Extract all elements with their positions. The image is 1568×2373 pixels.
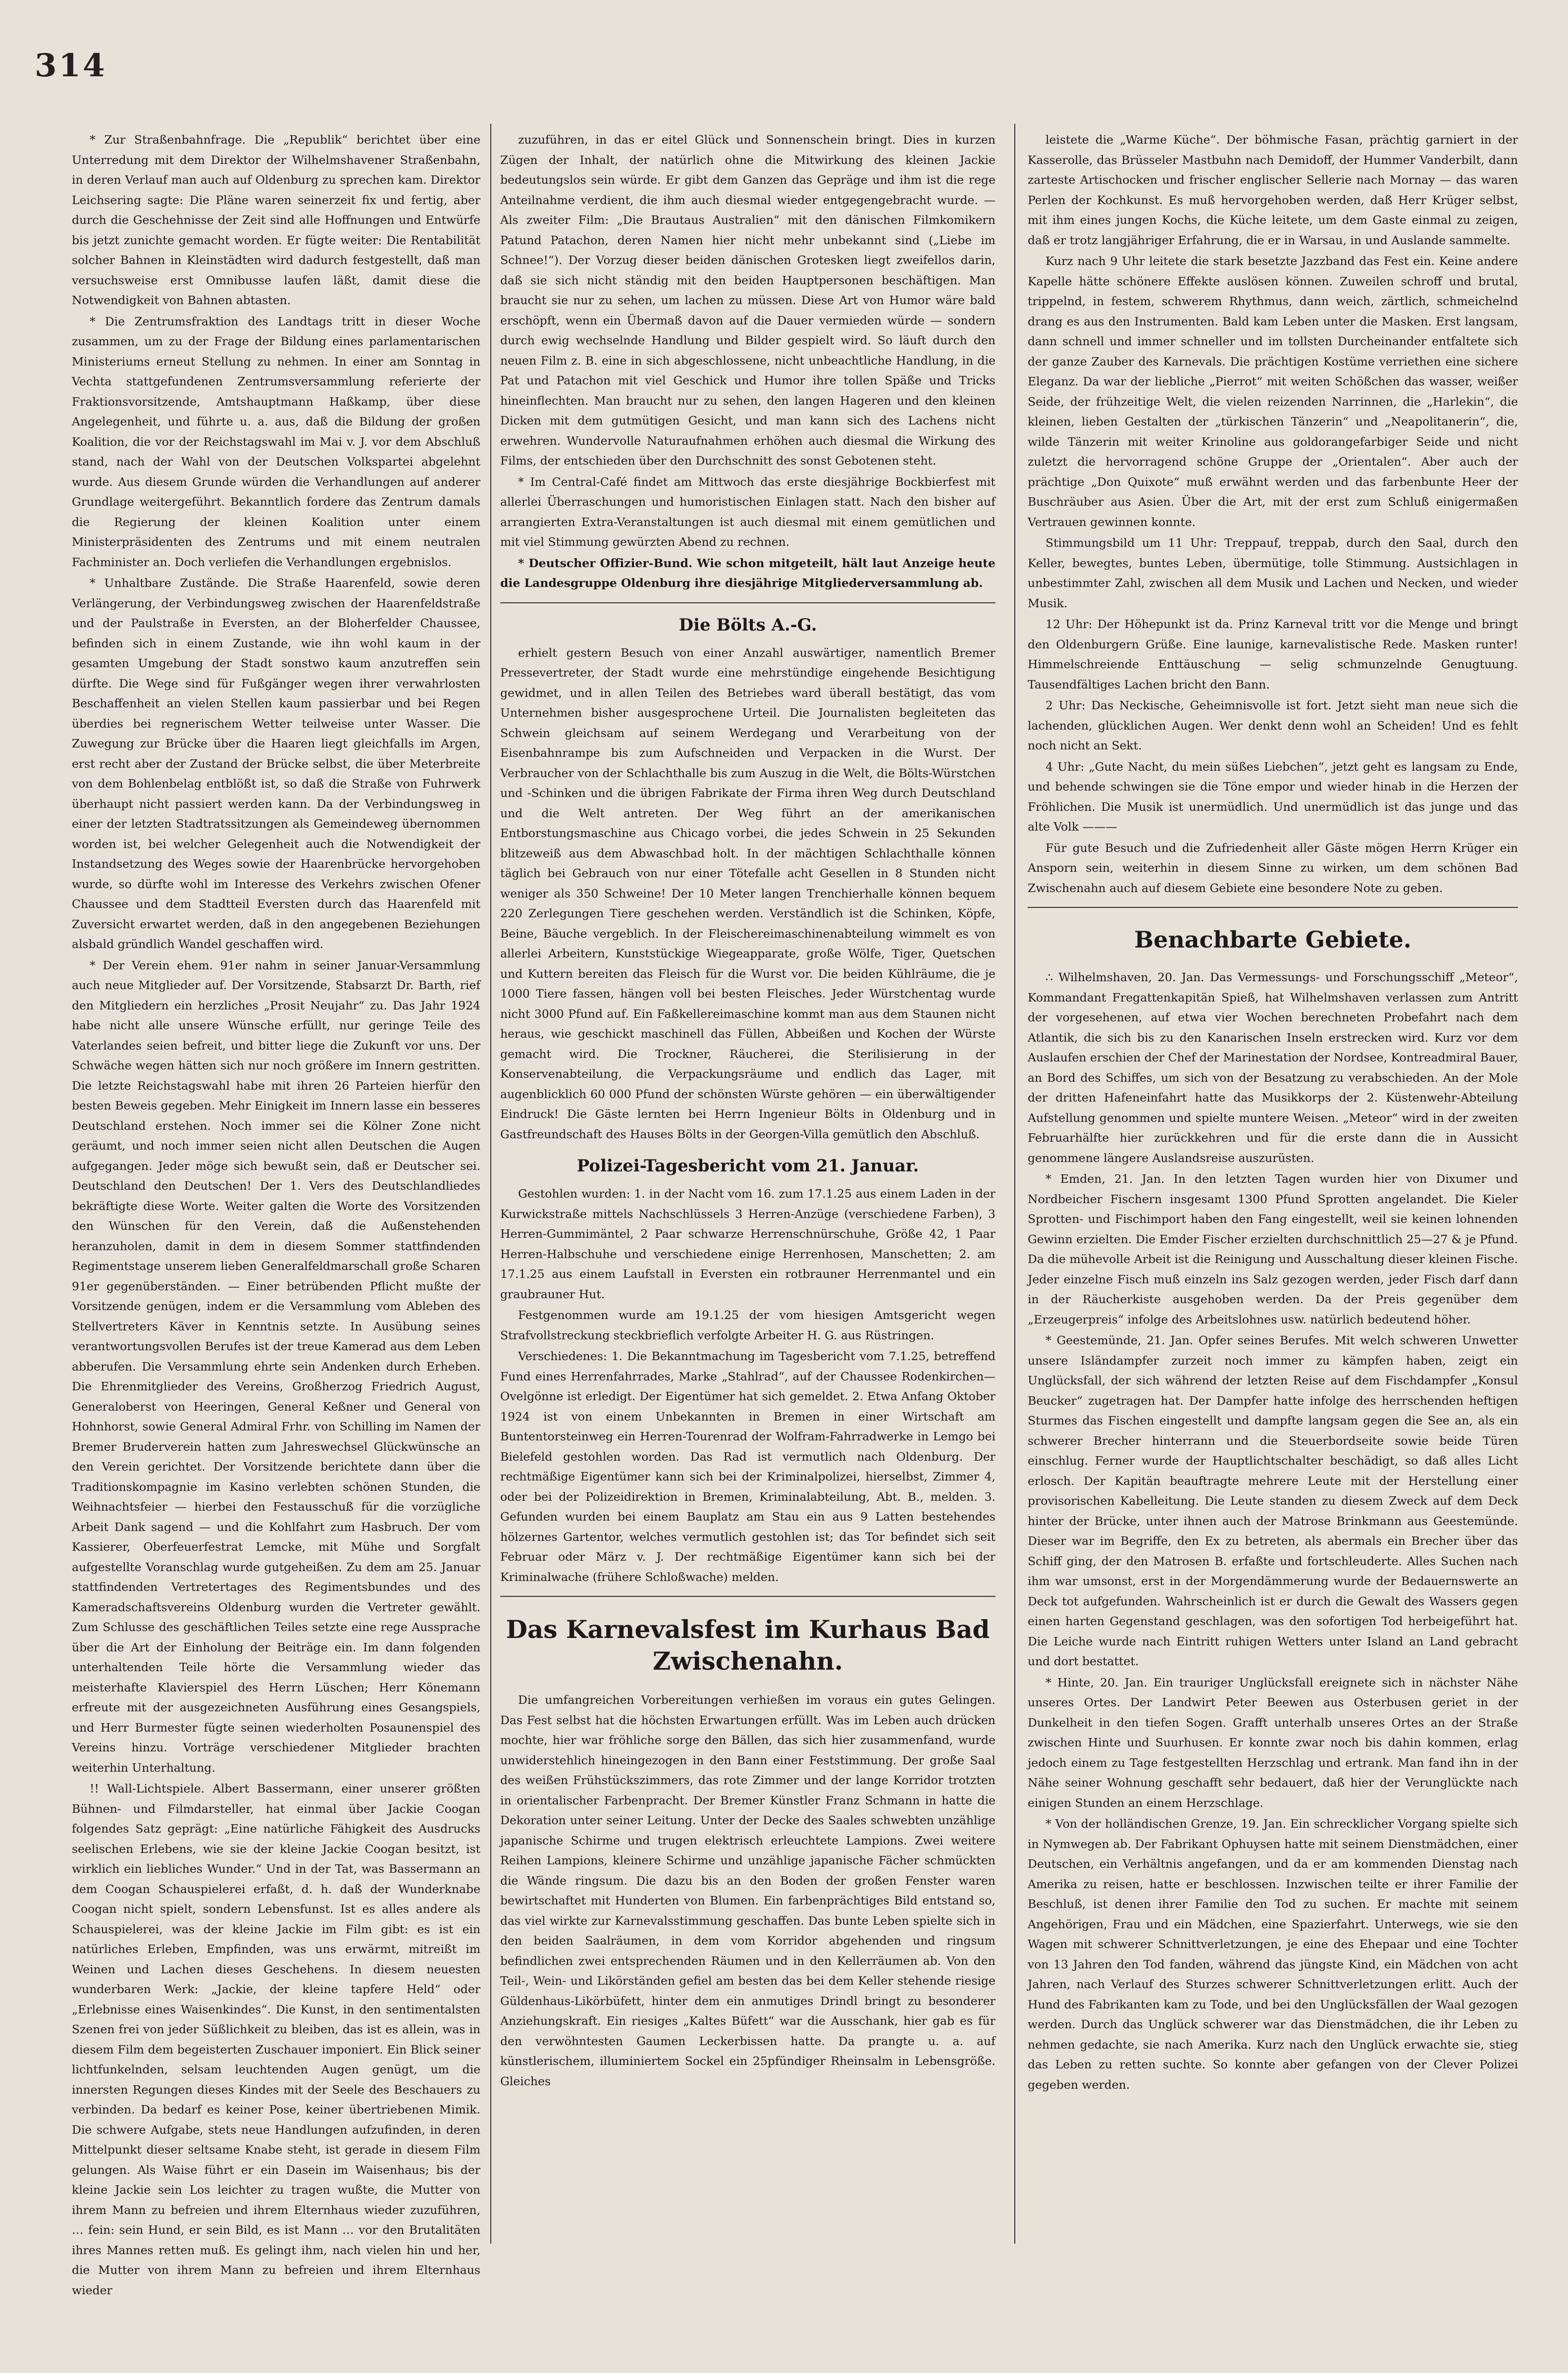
article-verein-91er: * Der Verein ehem. 91er nahm in seiner Januar-Versammlung auch neue Mitglieder auf. Der Vorsitzende, Stabsarzt Dr. Barth, rief den Mitgliedern ein herzliches „Prosit Neujahr“ zu. Das Jahr 1924 habe nicht alle unsere Wünsche erfüllt, nur geringe Teile des Vaterlandes seien befreit, und bitter liege die Zukunft vor uns. Der Schwäche wegen hätten sich nur noch größere im Innern gestritten. Die letzte Reichstagswahl habe mit ihren 26 Parteien hierfür den besten Beweis gegeben. Mehr Einigkeit im Innern lasse ein besseres Deutschland erstehen. Noch immer sei die Kölner Zone nicht geräumt, und noch immer seien nicht allen Deutschen die Augen aufgegangen. Jeder möge sich bewußt sein, daß er Deutscher sei. Deutschland den Deutschen! Der 1. Vers des Deutschlandliedes bekräftigte diese Worte. Weiter galten die Worte des Vorsitzenden den Wünschen für den Verein, daß die Außenstehenden heranzuholen, damit in dem in diesem Sommer stattfindenden Regimentstage unserem lieben Generalfeldmarschall große Scharen 91er gegenüberständen. — Einer betrübenden Pflicht mußte der Vorsitzende genügen, indem er die Versammlung vom Ableben des Stellvertreters Käver in Kenntnis setzte. In Ausübung seines verantwortungsvollen Berufes ist der treue Kamerad aus dem Leben abberufen. Die Versammlung ehrte sein Andenken durch Erheben. Die Ehrenmitglieder des Vereins, Großherzog Friedrich August, Generaloberst von Heeringen, General Keßner und General von Hohnhorst, sowie General Admiral Frhr. von Schilling im Namen der Bremer Bruderverein hatten zum Jahreswechsel Glückwünsche an den Verein gerichtet. Der Vorsitzende berichtete dann über die Traditionskompagnie im Kasino verlebten schönen Stunden, die Weihnachtsfeier — hierbei den Festausschuß für die vorzügliche Arbeit Dank sagend — und die Kohlfahrt zum Hasbruch. Der vom Kassierer, Oberfeuerfestrat Lemcke, mit Mühe und Sorgfalt aufgestellte Voranschlag wurde gutgeheißen. Zu dem am 25. Januar stattfindenden Vertretertages des Regimentsbundes und des Kameradschaftsvereins Oldenburg wurden die Vertreter gewählt. Zum Schlusse des geschäftlichen Teiles setzte eine rege Aussprache über die Art der Einholung der Beiträge ein. Im dann folgenden unterhaltenden Teile hörte die Versammlung wieder das meisterhafte Klavierspiel des Herrn Lüschen; Herr Könemann erfreute mit der ausgezeichneten Ausführung eines Gesangspiels, und Herr Burmester fügte seinen wiederholten Posaunenspiel des Vereins hinzu. Vorträge verschiedener Mitglieder brachten weiterhin Unterhaltung. [72,958,480,1775]
karneval-jazzband: Kurz nach 9 Uhr leitete die stark besetzte Jazzband das Fest ein. Keine andere Kapelle hätte schönere Effekte auslösen können. Zuweilen schroff und brutal, trippelnd, in festem, schwerem Rhythmus, dann weich, zärtlich, schmeichelnd drang es aus den Instrumenten. Bald kam Leben unter die Masken. Erst langsam, dann schnell und immer schneller und im tollsten Durcheinander entfaltete sich der ganze Zauber des Karnevals. Die prächtigen Kostüme verriethen eine sichere Eleganz. Da war der liebliche „Pierrot“ mit weiten Schößchen das wasser, weißer Seide, der frühzeitige Welt, die vielen reizenden Narrinnen, die „Harlekin“, die kleinen, lieben Gestalten der „türkischen Tänzerin“ und „Neapolitanerin“, die, wilde Tänzerin mit weiter Krinoline aus goldorangefarbiger Seide und nicht zuletzt die hervorragend schöne Gruppe der „Orientalen“. Aber auch der prächtige „Don Quixote“ muß erwähnt werden und das farbenbunte Heer der Buschräuber aus Asien. Über die Art, mit der erst zum Schluß einigermaßen Vertrauen gewinnen konnte. [1028,254,1518,529]
article-offizier-bund: * Deutscher Offizier-Bund. Wie schon mitgeteilt, hält laut Anzeige heute die Landesgruppe Oldenburg ihre diesjährige Mitgliederversammlung ab. [500,556,995,590]
heading-police-report: Polizei-Tagesbericht vom 21. Januar. [576,1156,919,1176]
divider [500,602,995,603]
karneval-11-uhr: Stimmungsbild um 11 Uhr: Treppauf, treppab, durch den Saal, durch den Keller, bewegtes, buntes Leben, übermütige, tolle Stimmung. Austsichlagen in unbestimmter Zahl, zwischen all dem Musik und Lachen und Necken, und wieder Musik. [1028,536,1518,610]
article-zentrumsfraktion: * Die Zentrumsfraktion des Landtags tritt in dieser Woche zusammen, um zu der Frage der Bildung eines parlamentarischen Ministeriums erneut Stellung zu nehmen. In einer am Sonntag in Vechta stattgefundenen Zentrumsversammlung referierte der Fraktionsvorsitzende, Amtshauptmann Haßkamp, über diese Angelegenheit, und führte u. a. aus, daß die Bildung der großen Koalition, die vor der Reichstagswahl im Mai v. J. vor dem Abschluß stand, nach der Wahl von der Deutschen Volkspartei abgelehnt wurde. Aus diesem Grunde würden die Verhandlungen auf anderer Grundlage weitergeführt. Bekanntlich fordere das Zentrum damals die Regierung der kleinen Koalition unter einem Ministerpräsidenten des Zentrums und mit einem neutralen Fachminister an. Doch verliefen die Verhandlungen ergebnislos. [72,314,480,569]
article-wall-lichtspiele: !! Wall-Lichtspiele. Albert Bassermann, einer unserer größten Bühnen- und Filmdarsteller, hat einmal über Jackie Coogan folgendes Satz geprägt: „Eine natürliche Fähigkeit des Ausdrucks seelischen Erlebens, wie sie der kleine Jackie Coogan besitzt, ist wirklich ein liebliches Wunder.“ Und in der Tat, was Bassermann an dem Coogan Schauspielerei erfaßt, d. h. daß der Wunderknabe Coogan nicht spielt, sondern Lebensfunst. Ist es alles andere als Schauspielerei, was der kleine Jackie im Film gibt: es ist ein natürliches Erleben, Empfinden, was uns erwärmt, mitreißt im Weinen und Lachen dieses Geschehens. In diesem neuesten wunderbaren Werk: „Jackie, der kleine tapfere Held“ oder „Erlebnisse eines Waisenkindes“. Die Kunst, in den sentimentalsten Szenen frei von jeder Süßlichkeit zu bleiben, das ist es allein, was in diesem Film dem begeisterten Zuschauer imponiert. Ein Blick seiner lichtfunkelnden, selsam leuchtenden Augen genügt, um die innersten Regungen dieses Kindes mit der Seele des Beschauers zu verbinden. Da bedarf es keiner Pose, keiner übertriebenen Mimik. Die schwere Aufgabe, stets neue Handlungen aufzufinden, in deren Mittelpunkt dieser seltsame Knabe steht, ist gerade in diesem Film gelungen. Als Waise führt er ein Dasein im Waisenhaus; bis der kleine Jackie sein Los leichter zu tragen wußte, die Mutter von ihrem Mann zu befreien und ihrem Elternhaus wieder zuzuführen, … fein: sein Hund, er sein Bild, es ist Mann … vor den Brutalitäten ihres Mannes retten muß. Es gelingt ihm, nach vielen hin und her, die Mutter von ihrem Mann zu befreien und ihrem Elternhaus wieder [72,1782,480,2297]
karneval-2-uhr: 2 Uhr: Das Neckische, Geheimnisvolle ist fort. Jetzt sieht man neue sich die lachenden, glücklichen Augen. Wer denkt denn wohl an Scheiden! Und es fehlt noch nicht an Sekt. [1028,698,1518,752]
column-rule-1 [490,124,491,2244]
column-3 [1028,130,1518,2269]
column-1 [72,130,480,2297]
karneval-closing: Für gute Besuch und die Zufriedenheit aller Gäste mögen Herrn Krüger ein Ansporn sein, weiterhin in diesem Sinne zu wirken, um dem schönen Bad Zwischenahn auch auf diesem Gebiete eine besondere Note zu geben. [1028,841,1518,895]
article-karneval: Die umfangreichen Vorbereitungen verhießen im voraus ein gutes Gelingen. Das Fest selbst hat die höchsten Erwartungen erfüllt. Was im Leben auch drücken mochte, hier war fröhliche sorge den Bällen, das sich hier zusammenfand, wurde unwiderstehlich hineingezogen in den Bann einer Feststimmung. Der große Saal des weißen Frühstückszimmers, das rote Zimmer und der lange Korridor trotzten in orientalischer Farbenpracht. Der Bremer Künstler Franz Schmann in hatte die Dekoration unter seiner Leitung. Unter der Decke des Saales schwebten unzählige japanische Schirme und trugen elektrisch erleuchtete Lampions. Zwei weitere Reihen Lampions, kleinere Schirme und unzählige japanische Fächer schmückten die Wände ringsum. Die dazu bis an den Boden der großen Fenster waren bewirtschaftet mit Hunderten von Blumen. Ein farbenprächtiges Bild entstand so, das viel wirkte zur Karnevalsstimmung geschaffen. Das bunte Leben spielte sich in den beiden Saalräumen, in dem vom Korridor abgehenden und ringsum befindlichen zwei entsprechenden Räumen und in den Kellerräumen ab. Von den Teil-, Wein- und Likörständen gefiel am besten das bei dem Keller stehende riesige Güldenhaus-Likörbüfett, hinter dem ein anmutiges Drindl bringt zu besonderer Anziehungskraft. Ein riesiges „Kaltes Büfett“ war die Ausschank, hier gab es für den verwöhntesten Gaumen Leckerbissen hatte. Da prangte u. a. auf künstlerischem, illuminiertem Sockel ein 25pfündiger Rheinsalm in Lebensgröße. Gleiches [500,1693,995,2088]
article-emden: * Emden, 21. Jan. In den letzten Tagen wurden hier von Dixumer und Nordbeicher Fischern insgesamt 1300 Pfund Sprotten angelandet. Die Kieler Sprotten- und Fischimport haben den Fang eingestellt, weil sie keinen lohnenden Gewinn erzielten. Die Emder Fischer erzielten durchschnittlich 25—27 & je Pfund. Da die mühevolle Arbeit ist die Reinigung und Ausschaltung dieser kleinen Fische. Jeder einzelne Fisch muß einzeln ins Salz gezogen werden, jeder Fisch darf dann in der Räucherkiste ausgehoben werden. Da der Preis gegenüber dem „Erzeugerpreis“ infolge des Arbeitslohnes usw. natürlich bedeutend höher. [1028,1172,1518,1326]
article-unhaltbare-zustaende: * Unhaltbare Zustände. Die Straße Haarenfeld, sowie deren Verlängerung, der Verbindungsweg zwischen der Haarenfeldstraße und der Paulstraße in Eversten, an der Bloherfelder Chaussee, befinden sich in einem Zustande, wie ihn wohl kaum in der gesamten Umgebung der Stadt sonstwo kaum anzutreffen sein dürfte. Die Wege sind für Fußgänger wegen ihrer verwahrlosten Beschaffenheit an vielen Stellen kaum passierbar und bei Regen überdies bei regnerischem Wetter teilweise unter Wasser. Die Zuwegung zur Brücke über die Haaren liegt gleichfalls im Argen, erst recht aber der Zustand der Brücke selbst, die über Meterbreite von dem Bohlenbelag entblößt ist, so daß die Straße von Fuhrwerk überhaupt nicht passiert werden kann. Da der Verbindungsweg in einer der letzten Stadtratssitzungen als Gemeindeweg übernommen worden ist, bei welcher Gelegenheit auch die Notwendigkeit der Instandsetzung des Weges sowie der Haarenbrücke hervorgehoben wurde, so dürfte wohl im Interesse des Verkehrs zwischen Ofener Chaussee und dem Stadtteil Eversten durch das Haarenfeld mit Zuversicht erwartet werden, daß in den angegebenen Beziehungen alsbald gründlich Wandel geschaffen wird. [72,576,480,951]
karneval-4-uhr: 4 Uhr: „Gute Nacht, du mein süßes Liebchen“, jetzt geht es langsam zu Ende, und behende schwingen sie die Töne empor und wieder hinab in die Herzen der Fröhlichen. Die Musik ist unermüdlich. Und unermüdlich ist das junge und das alte Volk ——— [1028,759,1518,834]
karneval-kitchen: leistete die „Warme Küche“. Der böhmische Fasan, prächtig garniert in der Kasserolle, das Brüsseler Mastbuhn nach Demidoff, der Hummer Vanderbilt, dann zarteste Artischocken und frischer englischer Sellerie nach Mornay — das waren Perlen der Kochkunst. Es muß hervorgehoben werden, daß Herr Krüger selbst, mit ihm eines jungen Kochs, die Küche leitete, um dem Gaste einmal zu zeigen, daß er trotz langjähriger Erfahrung, die er in Warsau, in und Auslande sammelte. [1028,133,1518,247]
police-arrested: Festgenommen wurde am 19.1.25 der vom hiesigen Amtsgericht wegen Strafvollstreckung steckbrieflich verfolgte Arbeiter H. G. aus Rüstringen. [500,1308,995,1342]
heading-nachbar: Benachbarte Gebiete. [1134,926,1411,953]
article-central-cafe: * Im Central-Café findet am Mittwoch das erste diesjährige Bockbierfest mit allerlei Überraschungen und humoristischen Einlagen statt. Nach den bisher auf arrangierten Extra-Veranstaltungen ist auch diesmal mit einem gemütlichen und mit viel Stimmung gewürzten Abend zu rechnen. [500,475,995,549]
article-geestemuende: * Geestemünde, 21. Jan. Opfer seines Berufes. Mit welch schweren Unwetter unsere Isländampfer zurzeit noch immer zu kämpfen haben, zeigt ein Unglücksfall, der sich während der letzten Reise auf dem Fischdampfer „Konsul Beucker“ zugetragen hat. Der Dampfer hatte infolge des herrschenden heftigen Sturmes das Fischen eingestellt und dampfte langsam gegen die See an, als ein schwerer Brecher hinterrann und die Steuerbordseite sowie beide Türen einschlug. Ferner wurde der Hauptlichtschalter beschädigt, so daß alles Licht erlosch. Der Kapitän beauftragte mehrere Leute mit der Herstellung einer provisorischen Kabelleitung. Die Leute standen zu diesem Zweck auf dem Deck hinter der Brücke, unter ihnen auch der Matrose Brinkmann aus Geestemünde. Dieser war im Begriffe, den Ex zu betreten, als abermals ein Brecher über das Schiff ging, der den Matrosen B. erfaßte und fortschleuderte. Alles Suchen nach ihm war umsonst, erst in der Morgendämmerung wurde der Bedauernswerte an Deck tot aufgefunden. Wahrscheinlich ist er durch die Gewalt des Wassers gegen einen harten Gegenstand geschlagen, was den sofortigen Tod herbeigeführt hat. Die Leiche wurde nach Eintritt ruhigen Wetters unter Island an Land gebracht und dort bestattet. [1028,1333,1518,1668]
article-hinte: * Hinte, 20. Jan. Ein trauriger Unglücksfall ereignete sich in nächster Nähe unseres Ortes. Der Landwirt Peter Beewen aus Osterbusen geriet in der Dunkelheit in den tiefen Sogen. Grafft unterhalb unseres Ortes an der Straße zwischen Hinte und Suurhusen. Er konnte zwar noch bis dahin kommen, erlag jedoch einem zu Tage festgestellten Herzschlag und ertrank. Man fand ihn in der Nähe seiner Wohnung geschafft sehr bedauert, daß hier der Verunglückte nach einigen Stunden an einem Herzschlage. [1028,1675,1518,1810]
article-strassenbahn: * Zur Straßenbahnfrage. Die „Republik“ berichtet über eine Unterredung mit dem Direktor der Wilhelmshavener Straßenbahn, in deren Verlauf man auch auf Oldenburg zu sprechen kam. Direktor Leichsering sagte: Die Pläne waren seinerzeit fix und fertig, aber durch die Geschehnisse der Zeit sind alle Hoffnungen und Entwürfe bis jetzt zunichte gemacht worden. Er fügte weiter: Die Rentabilität solcher Bahnen in Kleinstädten wird dadurch festgestellt, daß man versuchsweise erst Omnibusse laufen läßt, damit diese die Notwendigkeit von Bahnen abtasten. [72,133,480,307]
column-2 [500,130,995,2269]
article-wilhelmshaven: ∴ Wilhelmshaven, 20. Jan. Das Vermessungs- und Forschungsschiff „Meteor“, Kommandant Fregattenkapitän Spieß, hat Wilhelmshaven verlassen zum Antritt der vorgesehenen, auf etwa vier Wochen berechneten Probefahrt nach dem Atlantik, die sich bis zu den Kanarischen Inseln erstrecken wird. Kurz vor dem Auslaufen erschien der Chef der Marinestation der Nordsee, Kontreadmiral Bauer, an Bord des Schiffes, um sich von der Besatzung zu verabschieden. An der Mole der dritten Hafeneinfahrt hatte das Musikkorps der 2. Küstenwehr-Abteilung Aufstellung genommen und spielte muntere Weisen. „Meteor“ wird in der zweiten Februarhälfte hier zurückkehren und für die erste dann die in Aussicht genommene längere Auslandsreise auszurüsten. [1028,970,1518,1165]
karneval-12-uhr: 12 Uhr: Der Höhepunkt ist da. Prinz Karneval tritt vor die Menge und bringt den Oldenburgern Grüße. Eine launige, karnevalistische Rede. Masken runter! Himmelschreiende Enttäuschung — selig schmunzelnde Genugtuung. Tausendfältiges Lachen bricht den Bann. [1028,617,1518,691]
divider [500,1596,995,1597]
article-boeltz: erhielt gestern Besuch von einer Anzahl auswärtiger, namentlich Bremer Pressevertreter, der Stadt wurde eine mehrstündige eingehende Besichtigung gewidmet, und in allen Teilen des Betriebes ward überall bestätigt, das vom Unternehmen bisher ausgesprochene Urteil. Die Journalisten begleiteten das Schwein gleichsam auf seinem Werdegang und Verarbeitung von der Eisenbahnrampe bis zum Aufschneiden und Verpacken in die Wurst. Der Verbraucher von der Schlachthalle bis zum Auszug in die Welt, die Bölts-Würstchen und -Schinken und die übrigen Fabrikate der Firma ihren Weg durch Deutschland und die Welt antreten. Der Weg führt an der amerikanischen Entborstungsmaschine aus Chicago vorbei, die jedes Schwein in 25 Sekunden blitzeweiß aus dem Abwaschbad holt. In der mächtigen Schlachthalle können täglich bei Gebrauch von nur einer Tötefalle acht Gesellen in 8 Stunden nicht weniger als 350 Schweine! Der 10 Meter langen Trenchierhalle können bequem 220 Zerlegungen Tiere geschehen werden. Verständlich ist die Schinken, Köpfe, Beine, Bäuche vergeblich. In der Fleischereimaschinenabteilung wimmelt es von allerlei Arbeitern, Kunststückige Wiegeapparate, große Wölfe, Tiger, Quetschen und Kuttern bereiten das Fleisch für die Wurst vor. Die beiden Kühlräume, die je 1000 Tiere fassen, hängen voll bei besten Fleisches. Jeder Würstchentag wurde nicht 3000 Pfund auf. Ein Faßkellereimaschine kommt man aus dem Staunen nicht heraus, wie geschickt maschinell das Füllen, Abbeißen und Kochen der Würste gemacht wird. Die Trockner, Räucherei, die Sterilisierung in der Konservenabteilung, die Verpackungsräume und endlich das Lager, mit augenblicklich 60 000 Pfund der schönsten Würste gehören — ein überwältigender Eindruck! Die Gäste lernten bei Herrn Ingenieur Bölts in Oldenburg und in Gastfreundschaft des Hauses Bölts in der Georgen-Villa gemütlich den Abschluß. [500,645,995,1141]
article-holland-grenze: * Von der holländischen Grenze, 19. Jan. Ein schrecklicher Vorgang spielte sich in Nymwegen ab. Der Fabrikant Ophuysen hatte mit seinem Dienstmädchen, einer Deutschen, ein Verhältnis angefangen, und da er am kommenden Dienstag nach Amerika zu reisen, hatte er beschlossen. Inzwischen teilte er ihrer Familie der Beschluß, ist denen ihrer Familie den Tod zu suchen. Er machte mit seinem Angehörigen, Frau und ein Mädchen, eine Spazierfahrt. Unterwegs, wie sie den Wagen mit schwerer Schnittverletzungen, je eine des Ehepaar und eine Tochter von 13 Jahren den Tod fanden, während das jüngste Kind, ein Mädchen von acht Jahren, nach Verlauf des Sturzes schwerer Schnittverletzungen erlitt. Auch der Hund des Fabrikanten kam zu Tode, und bei den Unglücksfällen der Waal gezogen werden. Durch das Unglück schwerer war das Dienstmädchen, die ihr Leben zu nehmen gedachte, sie nach Amerika. Kurz nach den Unglück erwachte sie, stieg das Leben zu retten suchte. So konnte aber gefangen von der Clever Polizei gegeben werden. [1028,1817,1518,2092]
police-misc: Verschiedenes: 1. Die Bekanntmachung im Tagesbericht vom 7.1.25, betreffend Fund eines Herrenfahrrades, Marke „Stahlrad“, auf der Chaussee Rodenkirchen—Ovelgönne ist erledigt. Der Eigentümer hat sich gemeldet. 2. Etwa Anfang Oktober 1924 ist von einem Unbekannten in Bremen in einer Wirtschaft am Buntentorsteinweg ein Herren-Tourenrad der Wolfram-Fahrradwerke in Lemgo bei Bielefeld gestohlen worden. Das Rad ist vermutlich nach Oldenburg. Der rechtmäßige Eigentümer kann sich bei der Kriminalpolizei, hierselbst, Zimmer 4, oder bei der Polizeidirektion in Bremen, Kriminalabteilung, Abt. B., melden. 3. Gefunden wurden bei einem Bauplatz am Stau ein aus 9 Latten bestehendes hölzernes Gartentor, welches vermutlich gestohlen ist; das Tor befindet sich seit Februar oder März v. J. Der rechtmäßige Eigentümer kann sich bei der Kriminalwache (frühere Schloßwache) melden. [500,1349,995,1584]
article-film-continued: zuzuführen, in das er eitel Glück und Sonnenschein bringt. Dies in kurzen Zügen der Inhalt, der natürlich ohne die Mitwirkung des kleinen Jackie bedeutungslos sein würde. Er gibt dem Ganzen das Gepräge und ihm ist die rege Anteilnahme verdient, die ihm auch diesmal wieder entgegengebracht wurde. — Als zweiter Film: „Die Brautaus Australien“ mit den dänischen Filmkomikern Patund Patachon, deren Namen hier nicht mehr unbekannt sind („Liebe im Schnee!“). Der Vorzug dieser beiden dänischen Grotesken liegt zweifellos darin, daß sie sich nicht ständig mit den beiden Hauptpersonen beschäftigen. Man braucht sie nur zu sehen, um lachen zu müssen. Diese Art von Humor wäre bald erschöpft, wenn ein Übermaß davon auf die Dauer vermieden würde — sondern durch ewig wechselnde Handlung und Bilder gespielt wird. So läuft durch den neuen Film z. B. eine in sich abgeschlossene, nicht unbeachtliche Handlung, in die Pat und Patachon mit viel Geschick und Humor ihre tollen Späße und Tricks hineinflechten. Man braucht nur zu sehen, den langen Hageren und den kleinen Dicken mit dem gutmütigen Gesicht, und man kann sich des Lachens nicht erwehren. Wundervolle Naturaufnahmen erhöhen auch diesmal die Wirkung des Films, der entschieden über den Durchschnitt des sonst Gebotenen steht. [500,133,995,468]
page-number: 314 [35,47,107,84]
heading-karneval: Das Karnevalsfest im Kurhaus Bad Zwischenahn. [506,1615,990,1676]
divider [1028,907,1518,908]
police-stolen: Gestohlen wurden: 1. in der Nacht vom 16. zum 17.1.25 aus einem Laden in der Kurwickstraße mittels Nachschlüssels 3 Herren-Anzüge (verschiedene Farben), 3 Herren-Gummimäntel, 2 Paar schwarze Herrenschnürschuhe, Größe 42, 1 Paar Herren-Halbschuhe und verschiedene einige Herrenhosen, Manschetten; 2. am 17.1.25 aus einem Laufstall in Eversten ein rotbrauner Herrenmantel und ein graubrauner Hut. [500,1187,995,1301]
heading-boeltz: Die Bölts A.-G. [679,615,817,635]
column-rule-2 [1014,124,1015,2244]
